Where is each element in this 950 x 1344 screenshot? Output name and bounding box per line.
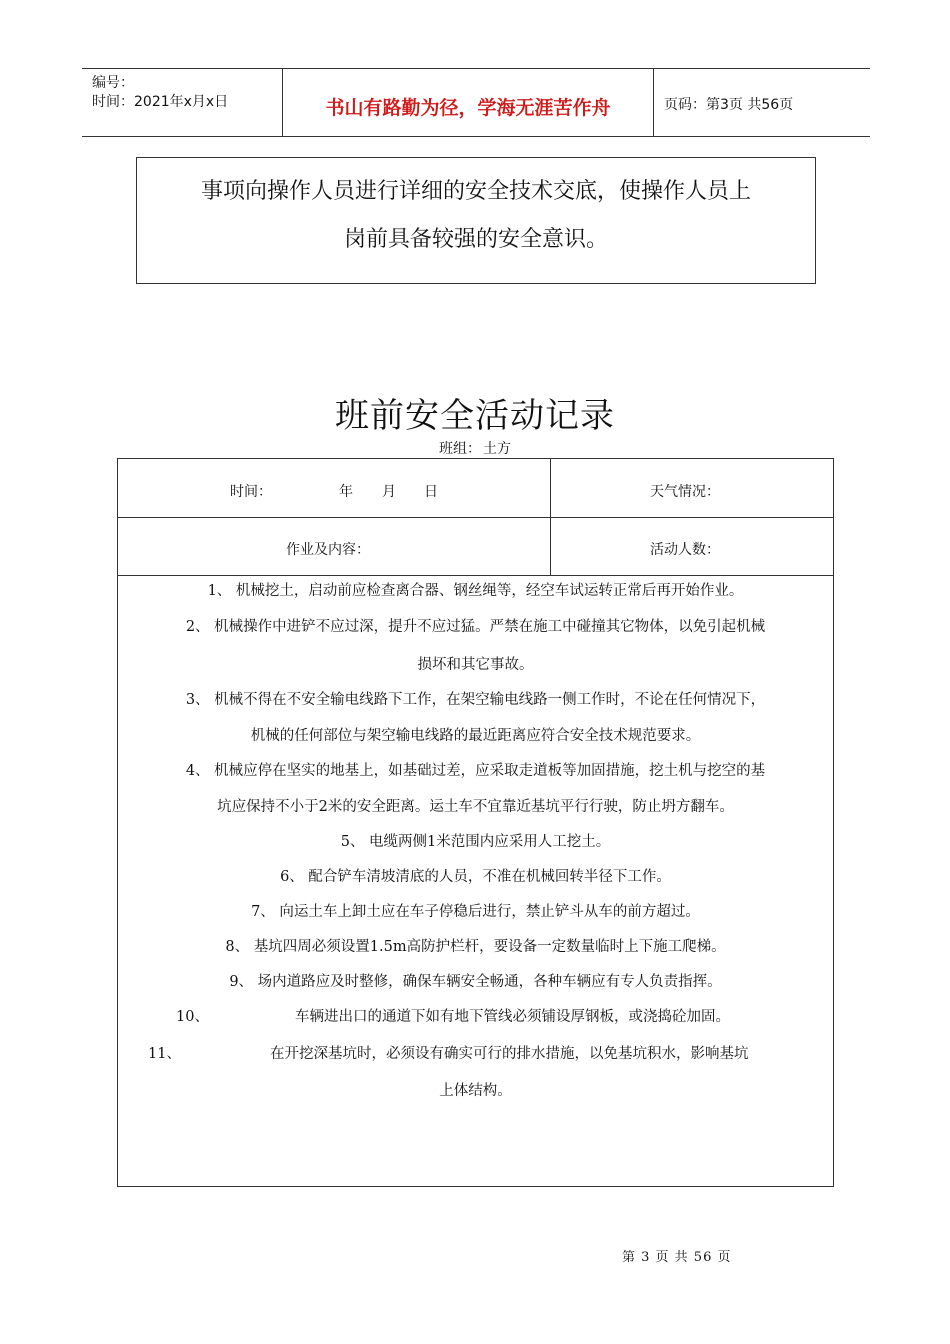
header-motto-cell xyxy=(282,69,654,136)
document-number-label: 编号： xyxy=(92,75,134,91)
list-item-continuation: 机械的任何部位与架空输电线路的最近距离应符合安全技术规范要求。 xyxy=(250,728,701,744)
list-item: 2、 机械操作中进铲不应过深，提升不应过猛。严禁在施工中碰撞其它物体，以免引起机械 xyxy=(185,619,766,635)
list-item: 9、 场内道路应及时整修，确保车辆安全畅通，各种车辆应有专人负责指挥。 xyxy=(229,974,722,990)
activity-record-table xyxy=(117,458,834,1187)
list-item: 在开挖深基坑时，必须设有确实可行的排水措施，以免基坑积水，影响基坑 xyxy=(270,1046,749,1062)
month-label: 月 xyxy=(382,484,396,500)
table-divider xyxy=(118,517,833,518)
list-item: 车辆进出口的通道下如有地下管线必须铺设厚钢板，或浇捣砼加固。 xyxy=(295,1009,730,1025)
table-column-divider xyxy=(550,459,551,575)
page-header xyxy=(82,68,870,137)
day-label: 日 xyxy=(424,484,438,500)
time-label: 时间： xyxy=(230,484,272,500)
list-item-number: 11、 xyxy=(148,1046,181,1062)
table-divider xyxy=(118,575,833,576)
page-footer: 第 3 页 共 56 页 xyxy=(622,1250,732,1265)
year-label: 年 xyxy=(339,484,353,500)
list-item-continuation: 损坏和其它事故。 xyxy=(417,657,534,673)
list-item-continuation: 坑应保持不小于2米的安全距离。运土车不宜靠近基坑平行行驶，防止坍方翻车。 xyxy=(217,799,734,815)
continued-text-box xyxy=(136,157,816,284)
list-item: 5、 电缆两侧1米范围内应采用人工挖土。 xyxy=(340,834,611,850)
list-item: 4、 机械应停在坚实的地基上，如基础过差，应采取走道板等加固措施，挖土机与挖空的基 xyxy=(185,763,766,779)
list-item: 8、 基坑四周必须设置1.5m高防护栏杆，要设备一定数量临时上下施工爬梯。 xyxy=(225,939,726,955)
continued-line-2: 岗前具备较强的安全意识。 xyxy=(343,227,608,252)
header-page-info: 页码：第3页 共56页 xyxy=(664,97,794,113)
team-value: 土方 xyxy=(483,441,511,457)
header-meta-cell xyxy=(82,69,282,136)
list-item: 6、 配合铲车清坡清底的人员，不准在机械回转半径下工作。 xyxy=(280,869,671,885)
header-page-cell xyxy=(654,69,870,136)
team-label: 班组： xyxy=(439,441,481,457)
list-item: 1、 机械挖土，启动前应检查离合器、钢丝绳等，经空车试运转正常后再开始作业。 xyxy=(207,583,744,599)
continued-line-1: 事项向操作人员进行详细的安全技术交底，使操作人员上 xyxy=(200,179,751,204)
page-title: 班前安全活动记录 xyxy=(335,396,615,436)
list-item: 3、 机械不得在不安全输电线路下工作，在架空输电线路一侧工作时，不论在任何情况下， xyxy=(185,692,766,708)
team-line xyxy=(0,438,950,458)
header-motto: 书山有路勤为径，学海无涯苦作舟 xyxy=(325,97,611,119)
document-date: 时间：2021年x月x日 xyxy=(92,94,229,110)
list-item-continuation: 上体结构。 xyxy=(439,1083,512,1099)
list-item-number: 10、 xyxy=(176,1009,209,1025)
work-content-label: 作业及内容： xyxy=(286,542,370,558)
weather-label: 天气情况： xyxy=(650,484,720,500)
participant-count-label: 活动人数： xyxy=(650,542,720,558)
list-item: 7、 向运土车上卸土应在车子停稳后进行，禁止铲斗从车的前方超过。 xyxy=(251,904,700,920)
